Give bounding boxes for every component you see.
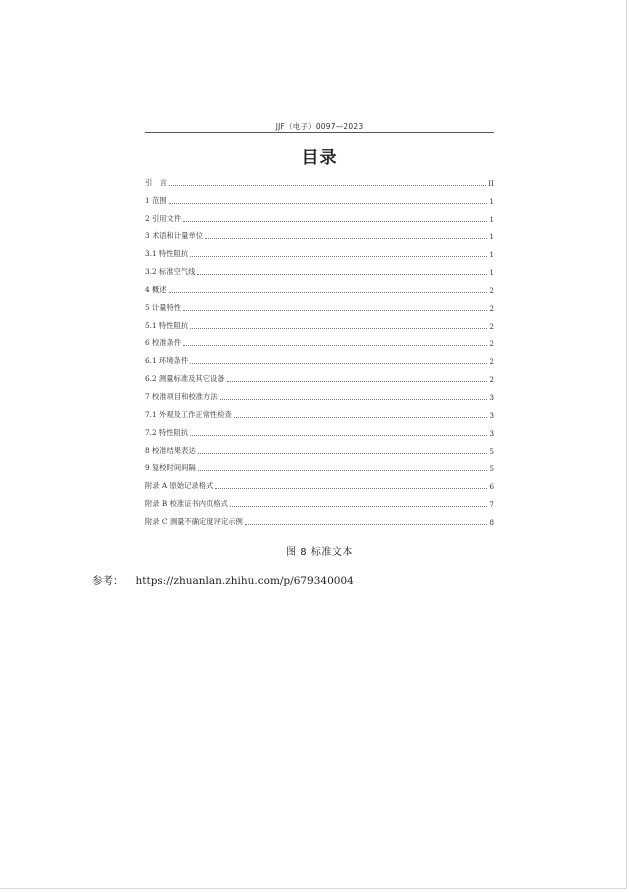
toc-entry-label: 6 校准条件 (145, 338, 182, 348)
toc-entry[interactable] (145, 331, 494, 349)
reference-line (92, 573, 354, 588)
toc-leader-dots (227, 380, 488, 382)
figure-caption: 图 8 标准文本 (286, 547, 353, 558)
toc-entry[interactable] (145, 241, 494, 259)
toc-entry[interactable] (145, 456, 494, 474)
toc-entry-page: 1 (489, 214, 494, 224)
toc-entry[interactable] (145, 313, 494, 331)
toc-entry[interactable] (145, 295, 494, 313)
toc-entry-page: 2 (489, 303, 494, 313)
toc-leader-dots (169, 291, 488, 293)
toc-entry-label: 3.2 标准空气线 (145, 267, 196, 277)
toc-entry-page: 1 (489, 268, 494, 278)
toc-entry-page: 2 (489, 321, 494, 331)
toc-leader-dots (190, 255, 487, 257)
toc-entry[interactable] (145, 224, 494, 242)
toc-leader-dots (169, 202, 488, 204)
toc-entry-page: 1 (489, 232, 494, 242)
toc-entry-label: 7.1 外观及工作正常性检查 (145, 409, 232, 419)
toc-entry-page: 6 (489, 482, 494, 492)
toc-leader-dots (230, 505, 487, 507)
toc-entry-page: 5 (489, 446, 494, 456)
toc-entry-page: 7 (489, 500, 494, 510)
toc-entry-label: 6.1 环境条件 (145, 356, 189, 366)
toc-leader-dots (183, 344, 487, 346)
toc-entry[interactable] (145, 277, 494, 295)
toc-entry-page: 3 (489, 410, 494, 420)
toc-leader-dots (183, 309, 487, 311)
toc-entry-page: II (488, 178, 494, 188)
toc-entry-page: 2 (489, 339, 494, 349)
toc-entry-page: 5 (489, 464, 494, 474)
toc-entry-label: 7.2 特性阻抗 (145, 427, 189, 437)
table-of-contents (145, 170, 494, 527)
toc-entry[interactable] (145, 473, 494, 491)
toc-entry-page: 3 (489, 428, 494, 438)
toc-entry[interactable] (145, 188, 494, 206)
toc-entry-page: 2 (489, 375, 494, 385)
toc-leader-dots (169, 184, 486, 186)
toc-leader-dots (183, 220, 487, 222)
toc-entry-page: 2 (489, 357, 494, 367)
header-divider (145, 132, 494, 133)
reference-label: 参考： (92, 575, 124, 587)
toc-leader-dots (190, 327, 487, 329)
toc-entry[interactable] (145, 438, 494, 456)
toc-entry[interactable] (145, 348, 494, 366)
toc-leader-dots (198, 452, 488, 454)
toc-leader-dots (198, 469, 488, 471)
toc-entry-page: 2 (489, 285, 494, 295)
toc-entry-label: 5 计量特性 (145, 302, 182, 312)
toc-entry-label: 7 校准项目和校准方法 (145, 391, 218, 401)
reference-link[interactable]: https://zhuanlan.zhihu.com/p/679340004 (135, 575, 354, 587)
toc-entry-label: 5.1 特性阻抗 (145, 320, 189, 330)
toc-leader-dots (205, 237, 487, 239)
toc-entry-page: 1 (489, 250, 494, 260)
toc-entry-label: 附录 B 校准证书内页格式 (145, 499, 228, 509)
toc-entry[interactable] (145, 491, 494, 509)
toc-entry-page: 3 (489, 392, 494, 402)
toc-entry-label: 1 范围 (145, 195, 167, 205)
toc-entry[interactable] (145, 170, 494, 188)
toc-entry[interactable] (145, 402, 494, 420)
toc-leader-dots (197, 273, 487, 275)
toc-leader-dots (190, 362, 487, 364)
toc-entry[interactable] (145, 206, 494, 224)
toc-entry-page: 8 (489, 517, 494, 527)
toc-entry[interactable] (145, 384, 494, 402)
toc-entry-label: 8 校准结果表达 (145, 445, 196, 455)
toc-entry-label: 6.2 测量标准及其它设备 (145, 374, 225, 384)
toc-entry[interactable] (145, 420, 494, 438)
toc-entry-label: 引 言 (145, 177, 167, 187)
toc-entry-label: 3.1 特性阻抗 (145, 249, 189, 259)
toc-leader-dots (234, 416, 487, 418)
toc-entry[interactable] (145, 509, 494, 527)
toc-leader-dots (245, 523, 488, 525)
document-header-code: JJF（电子）0097—2023 (275, 122, 364, 131)
toc-entry-label: 3 术语和计量单位 (145, 231, 204, 241)
toc-leader-dots (220, 398, 488, 400)
toc-entry[interactable] (145, 259, 494, 277)
toc-leader-dots (190, 434, 487, 436)
toc-entry[interactable] (145, 366, 494, 384)
toc-entry-page: 1 (489, 196, 494, 206)
toc-entry-label: 附录 C 测量不确定度评定示例 (145, 516, 243, 526)
toc-title: 目录 (301, 148, 338, 168)
toc-leader-dots (215, 487, 487, 489)
toc-entry-label: 9 复校时间间隔 (145, 463, 196, 473)
toc-entry-label: 4 概述 (145, 284, 167, 294)
toc-entry-label: 2 引用文件 (145, 213, 182, 223)
toc-entry-label: 附录 A 原始记录格式 (145, 481, 214, 491)
